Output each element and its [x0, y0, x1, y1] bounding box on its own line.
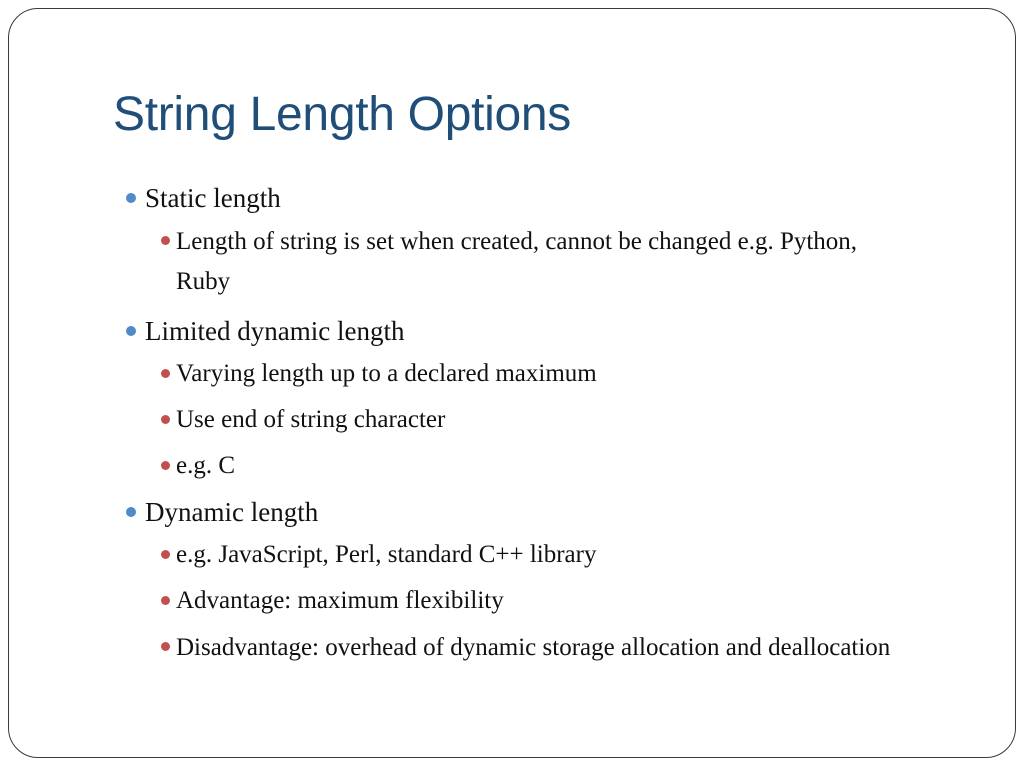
bullet-limited-dynamic-length [115, 312, 915, 350]
bullet-text: Static length [145, 183, 281, 213]
sub-bullet-dot-icon [161, 596, 170, 605]
sub-bullet-text: Advantage: maximum flexibility [176, 587, 504, 614]
sub-bullet-text: Use end of string character [176, 406, 446, 433]
sub-bullet [115, 355, 915, 393]
bullet-dynamic-length [115, 493, 915, 531]
bullet-static-length [115, 179, 915, 217]
bullet-dot-icon [126, 326, 136, 336]
sub-bullet [115, 222, 915, 302]
sub-bullet [115, 628, 915, 668]
slide-content [115, 179, 915, 678]
sub-bullet-text: e.g. C [176, 452, 236, 479]
sub-bullet-dot-icon [161, 461, 170, 470]
sub-bullet-dot-icon [161, 369, 170, 378]
sub-bullet-dot-icon [161, 415, 170, 424]
sub-bullet [115, 582, 915, 620]
sub-bullet-text: Disadvantage: overhead of dynamic storage allocation and deallocation [176, 634, 891, 661]
bullet-dot-icon [126, 507, 136, 517]
bullet-text: Dynamic length [145, 497, 319, 527]
slide-frame [8, 8, 1016, 758]
sub-bullet-dot-icon [161, 236, 170, 245]
sub-bullet-text: e.g. JavaScript, Perl, standard C++ library [176, 541, 597, 568]
sub-bullet [115, 447, 915, 485]
slide-title: String Length Options [113, 88, 571, 141]
sub-bullet [115, 536, 915, 574]
sub-bullet-dot-icon [161, 642, 170, 651]
sub-bullet-dot-icon [161, 550, 170, 559]
sub-bullet-text: Length of string is set when created, cannot be changed e.g. Python, Ruby [176, 228, 858, 295]
bullet-text: Limited dynamic length [145, 316, 405, 346]
sub-bullet [115, 401, 915, 439]
sub-bullet-text: Varying length up to a declared maximum [176, 360, 597, 387]
bullet-dot-icon [126, 193, 136, 203]
